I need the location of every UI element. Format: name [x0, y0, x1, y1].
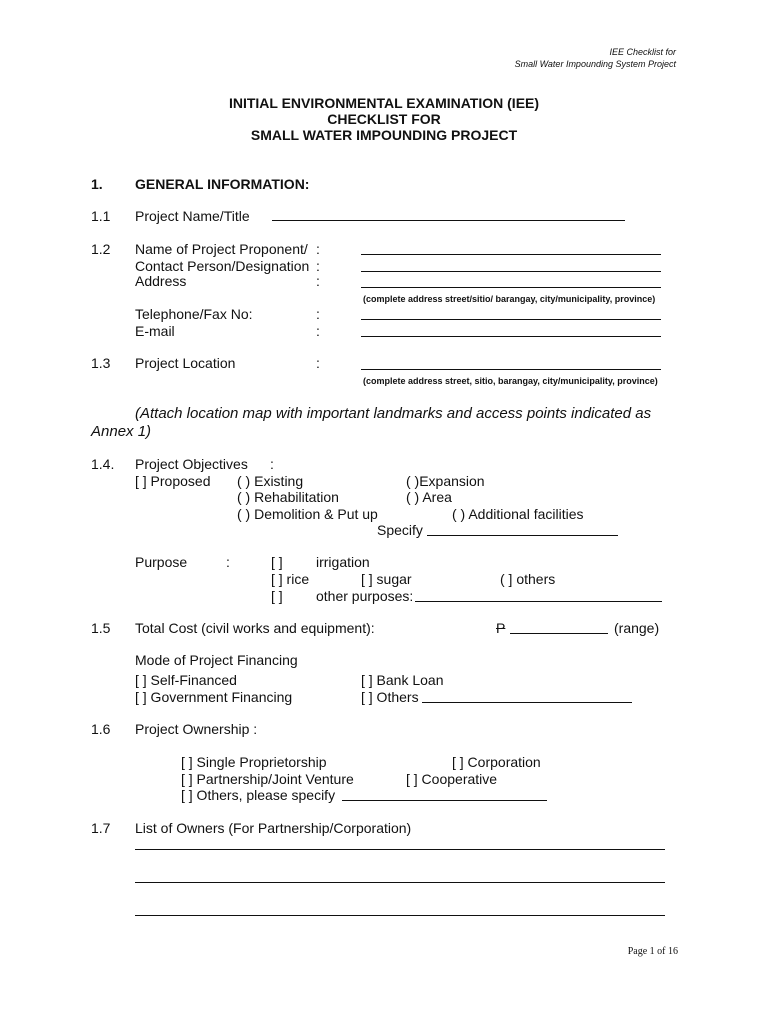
- title-line-2: CHECKLIST FOR: [327, 111, 441, 127]
- objectives-label: Project Objectives: [135, 456, 248, 472]
- location-note: (complete address street, sitio, barangay, city/municipality, province): [363, 376, 658, 386]
- corporation-checkbox[interactable]: [ ] Corporation: [452, 754, 541, 770]
- financing-label: Mode of Project Financing: [135, 652, 298, 668]
- project-name-label: Project Name/Title: [135, 208, 250, 224]
- address-note: (complete address street/sitio/ barangay, city/municipality, province): [363, 294, 656, 304]
- other-purposes-checkbox[interactable]: [ ]: [271, 588, 283, 604]
- document-header: [515, 46, 676, 70]
- single-proprietorship-checkbox[interactable]: [ ] Single Proprietorship: [181, 754, 327, 770]
- owners-list-line-1[interactable]: [135, 849, 665, 850]
- specify-field[interactable]: [427, 535, 618, 536]
- other-purposes-label: other purposes:: [316, 588, 414, 604]
- title-line-3: SMALL WATER IMPOUNDING PROJECT: [250, 127, 518, 143]
- attach-note-line-2: Annex 1): [91, 423, 152, 440]
- address-colon: :: [316, 273, 320, 289]
- peso-sign: P: [496, 620, 506, 636]
- proponent-label: Name of Project Proponent/: [135, 241, 308, 257]
- location-colon: :: [316, 355, 320, 371]
- expansion-option[interactable]: ( )Expansion: [406, 473, 485, 489]
- attach-note-line-1: (Attach location map with important landmarks and access points indicated as: [135, 405, 652, 422]
- ownership-label: Project Ownership :: [135, 721, 258, 737]
- total-cost-label: Total Cost (civil works and equipment):: [135, 620, 375, 636]
- existing-option[interactable]: ( ) Existing: [237, 473, 304, 489]
- item-1-2-number: 1.2: [91, 241, 111, 257]
- owners-list-label: List of Owners (For Partnership/Corporation): [135, 820, 412, 836]
- partnership-checkbox[interactable]: [ ] Partnership/Joint Venture: [181, 771, 354, 787]
- item-1-3-number: 1.3: [91, 355, 111, 371]
- irrigation-label: irrigation: [316, 554, 370, 570]
- range-label: (range): [614, 620, 660, 636]
- proposed-checkbox[interactable]: [ ] Proposed: [135, 473, 211, 489]
- title-line-1: INITIAL ENVIRONMENTAL EXAMINATION (IEE): [228, 95, 540, 111]
- contact-field[interactable]: [361, 271, 661, 272]
- sugar-checkbox[interactable]: [ ] sugar: [361, 571, 412, 587]
- others-checkbox[interactable]: ( ] others: [500, 571, 556, 587]
- telephone-label: Telephone/Fax No:: [135, 306, 253, 322]
- proponent-colon: :: [316, 241, 320, 257]
- cooperative-checkbox[interactable]: [ ] Cooperative: [406, 771, 498, 787]
- financing-others-checkbox[interactable]: [ ] Others: [361, 689, 419, 705]
- email-colon: :: [316, 323, 320, 339]
- government-financing-checkbox[interactable]: [ ] Government Financing: [135, 689, 293, 705]
- email-label: E-mail: [135, 323, 175, 339]
- rehabilitation-option[interactable]: ( ) Rehabilitation: [237, 489, 339, 505]
- address-label: Address: [135, 273, 187, 289]
- telephone-colon: :: [316, 306, 320, 322]
- item-1-1-number: 1.1: [91, 208, 111, 224]
- demolition-option[interactable]: ( ) Demolition & Put up: [237, 506, 378, 522]
- rice-checkbox[interactable]: [ ] rice: [271, 571, 310, 587]
- section-heading: GENERAL INFORMATION:: [135, 176, 310, 192]
- owners-list-line-3[interactable]: [135, 915, 665, 916]
- bank-loan-checkbox[interactable]: [ ] Bank Loan: [361, 672, 444, 688]
- telephone-field[interactable]: [361, 319, 661, 320]
- page-number: Page 1 of 16: [627, 946, 678, 957]
- contact-label: Contact Person/Designation: [135, 258, 310, 274]
- item-1-6-number: 1.6: [91, 721, 111, 737]
- financing-others-field[interactable]: [422, 702, 632, 703]
- email-field[interactable]: [361, 336, 661, 337]
- item-1-4-number: 1.4.: [91, 456, 115, 472]
- location-label: Project Location: [135, 355, 236, 371]
- specify-label: Specify: [377, 522, 423, 538]
- irrigation-checkbox[interactable]: [ ]: [271, 554, 283, 570]
- other-purposes-field[interactable]: [415, 601, 662, 602]
- location-field[interactable]: [361, 369, 661, 370]
- section-number: 1.: [91, 176, 103, 192]
- ownership-others-field[interactable]: [342, 800, 547, 801]
- self-financed-checkbox[interactable]: [ ] Self-Financed: [135, 672, 237, 688]
- owners-list-line-2[interactable]: [135, 882, 665, 883]
- project-name-field[interactable]: [272, 220, 625, 221]
- ownership-others-checkbox[interactable]: [ ] Others, please specify: [181, 787, 336, 803]
- purpose-label: Purpose: [135, 554, 188, 570]
- proponent-field[interactable]: [361, 254, 661, 255]
- contact-colon: :: [316, 258, 320, 274]
- area-option[interactable]: ( ) Area: [406, 489, 452, 505]
- total-cost-field[interactable]: [510, 633, 608, 634]
- header-line-1: IEE Checklist for: [609, 47, 676, 57]
- purpose-colon: :: [226, 554, 230, 570]
- address-field[interactable]: [361, 287, 661, 288]
- item-1-7-number: 1.7: [91, 820, 111, 836]
- additional-facilities-option[interactable]: ( ) Additional facilities: [452, 506, 584, 522]
- objectives-colon: :: [270, 456, 274, 472]
- item-1-5-number: 1.5: [91, 620, 111, 636]
- header-line-2: Small Water Impounding System Project: [514, 59, 676, 69]
